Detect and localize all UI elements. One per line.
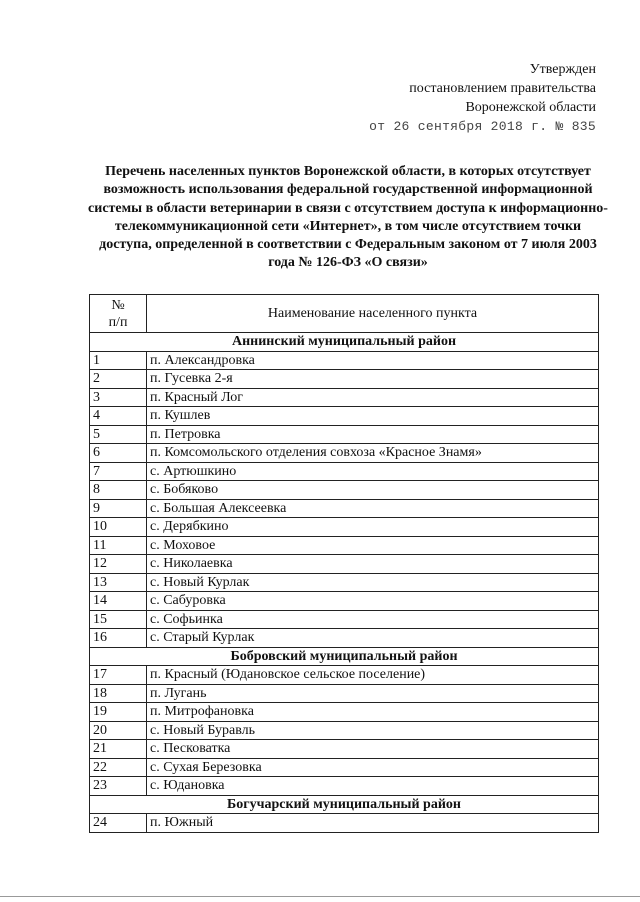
row-number: 7 xyxy=(90,462,147,481)
table-row xyxy=(90,388,599,407)
table-row xyxy=(90,499,599,518)
table-row xyxy=(90,481,599,500)
settlements-table xyxy=(89,294,599,833)
approval-line-2: постановлением правительства xyxy=(409,81,596,96)
row-number: 16 xyxy=(90,629,147,648)
settlement-name: с. Юдановка xyxy=(147,777,599,796)
table-row xyxy=(90,740,599,759)
table-row xyxy=(90,758,599,777)
settlement-name: с. Сабуровка xyxy=(147,592,599,611)
approval-block xyxy=(369,60,596,136)
header-number-abbrev: п/п xyxy=(108,314,128,330)
document-title: Перечень населенных пунктов Воронежской области, в которых отсутствует возможность использования федеральной государственной информационной системы в области ветеринарии в связи с отсутствием доступа к информационно-телекоммуникационной сети «Интернет», в том числе отсутствием точки доступа, определенной в соответствии с Федеральным законом от 7 июля 2003 года № 126-ФЗ «О связи» xyxy=(88,164,608,271)
row-number: 22 xyxy=(90,758,147,777)
table-row xyxy=(90,629,599,648)
row-number: 24 xyxy=(90,814,147,833)
approval-line-3: Воронежской области xyxy=(465,100,596,115)
row-number: 3 xyxy=(90,388,147,407)
table-row xyxy=(90,592,599,611)
table-row xyxy=(90,370,599,389)
row-number: 2 xyxy=(90,370,147,389)
settlement-name: п. Кушлев xyxy=(147,407,599,426)
header-number xyxy=(90,295,147,333)
table-row xyxy=(90,555,599,574)
row-number: 17 xyxy=(90,666,147,685)
row-number: 8 xyxy=(90,481,147,500)
settlement-name: с. Моховое xyxy=(147,536,599,555)
row-number: 21 xyxy=(90,740,147,759)
district-name: Богучарский муниципальный район xyxy=(90,795,599,814)
row-number: 10 xyxy=(90,518,147,537)
district-name: Бобровский муниципальный район xyxy=(90,647,599,666)
row-number: 5 xyxy=(90,425,147,444)
district-header-row xyxy=(90,647,599,666)
row-number: 1 xyxy=(90,351,147,370)
row-number: 9 xyxy=(90,499,147,518)
settlement-name: п. Красный (Юдановское сельское поселение) xyxy=(147,666,599,685)
settlement-name: п. Митрофановка xyxy=(147,703,599,722)
settlement-name: с. Артюшкино xyxy=(147,462,599,481)
settlement-name: с. Николаевка xyxy=(147,555,599,574)
table-body xyxy=(90,333,599,833)
settlement-name: п. Гусевка 2-я xyxy=(147,370,599,389)
row-number: 11 xyxy=(90,536,147,555)
table-row xyxy=(90,573,599,592)
row-number: 12 xyxy=(90,555,147,574)
row-number: 23 xyxy=(90,777,147,796)
row-number: 18 xyxy=(90,684,147,703)
district-header-row xyxy=(90,333,599,352)
table-row xyxy=(90,814,599,833)
district-name: Аннинский муниципальный район xyxy=(90,333,599,352)
row-number: 4 xyxy=(90,407,147,426)
settlement-name: п. Лугань xyxy=(147,684,599,703)
approval-date-stamp: от 26 сентября 2018 г. № 835 xyxy=(369,119,596,134)
table-row xyxy=(90,425,599,444)
settlement-name: с. Новый Буравль xyxy=(147,721,599,740)
header-name: Наименование населенного пункта xyxy=(147,295,599,333)
table-row xyxy=(90,610,599,629)
scan-edge-line xyxy=(0,896,640,897)
settlement-name: с. Дерябкино xyxy=(147,518,599,537)
table-row xyxy=(90,462,599,481)
table-row xyxy=(90,351,599,370)
row-number: 20 xyxy=(90,721,147,740)
table-header-row xyxy=(90,295,599,333)
settlement-name: с. Бобяково xyxy=(147,481,599,500)
row-number: 13 xyxy=(90,573,147,592)
table-row xyxy=(90,777,599,796)
settlement-name: п. Южный xyxy=(147,814,599,833)
settlement-name: с. Старый Курлак xyxy=(147,629,599,648)
table-row xyxy=(90,407,599,426)
settlement-name: с. Песковатка xyxy=(147,740,599,759)
header-number-symbol: № xyxy=(111,297,125,313)
settlement-name: с. Большая Алексеевка xyxy=(147,499,599,518)
approval-line-1: Утвержден xyxy=(529,62,596,77)
settlement-name: с. Софьинка xyxy=(147,610,599,629)
settlement-name: п. Комсомольского отделения совхоза «Красное Знамя» xyxy=(147,444,599,463)
table-row xyxy=(90,518,599,537)
table-row xyxy=(90,703,599,722)
row-number: 15 xyxy=(90,610,147,629)
row-number: 6 xyxy=(90,444,147,463)
settlement-name: с. Сухая Березовка xyxy=(147,758,599,777)
settlement-name: п. Красный Лог xyxy=(147,388,599,407)
district-header-row xyxy=(90,795,599,814)
row-number: 19 xyxy=(90,703,147,722)
settlement-name: п. Александровка xyxy=(147,351,599,370)
table-row xyxy=(90,536,599,555)
table-row xyxy=(90,666,599,685)
table-row xyxy=(90,684,599,703)
settlement-name: п. Петровка xyxy=(147,425,599,444)
settlement-name: с. Новый Курлак xyxy=(147,573,599,592)
table-row xyxy=(90,444,599,463)
row-number: 14 xyxy=(90,592,147,611)
table-row xyxy=(90,721,599,740)
